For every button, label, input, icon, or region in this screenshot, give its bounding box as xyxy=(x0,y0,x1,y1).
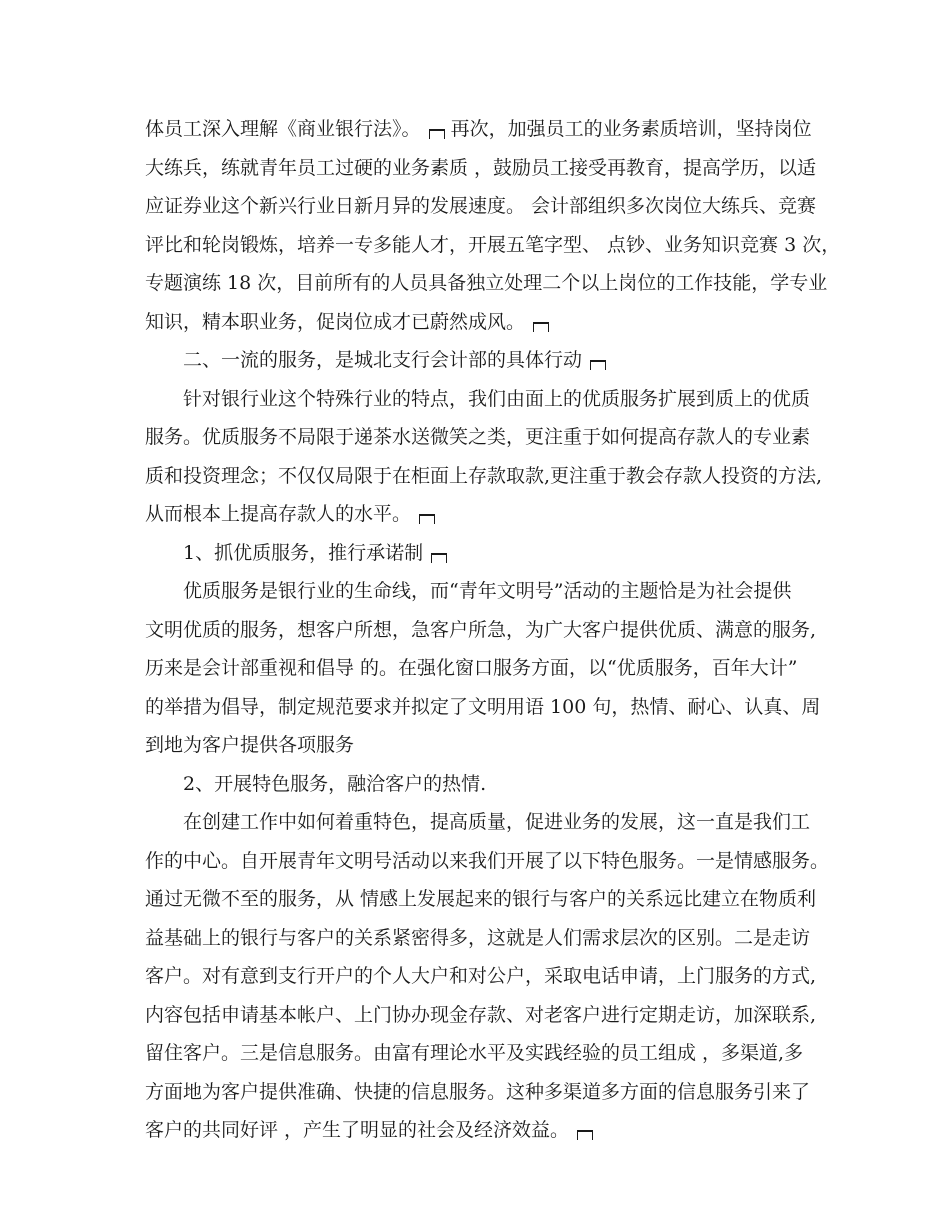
document-body xyxy=(145,110,841,1150)
text-line: 应证券业这个新兴行业日新月异的发展速度。 会计部组织多次岗位大练兵、竞赛 xyxy=(145,195,817,217)
subsection-heading: 2、开展特色服务，融洽客户的热情. xyxy=(183,772,487,795)
text-line: 体员工深入理解《商业银行法》。 再次，加强员工的业务素质培训，坚持岗位 xyxy=(145,118,812,140)
text-line: 客户。对有意到支行开户的个人大户和对公户，采取电话申请，上门服务的方式, xyxy=(145,965,817,987)
text-line: 内容包括申请基本帐户、上门协办现金存款、对老客户进行定期走访，加深联系, xyxy=(145,1003,817,1026)
text-line: 在创建工作中如何着重特色，提高质量，促进业务的发展，这一直是我们工 xyxy=(183,811,811,833)
text-line: 优质服务是银行业的生命线，而“青年文明号”活动的主题恰是为社会提供 xyxy=(183,580,792,602)
text-line: 针对银行业这个特殊行业的特点，我们由面上的优质服务扩展到质上的优质 xyxy=(183,387,811,410)
text-line: 专题演练 18 次，目前所有的人员具备独立处理二个以上岗位的工作技能，学专业 xyxy=(145,272,828,294)
text-line: 留住客户。三是信息服务。由富有理论水平及实践经验的员工组成 ，多渠道,多 xyxy=(145,1042,804,1064)
text-line: 质和投资理念；不仅仅局限于在柜面上存款取款,更注重于教会存款人投资的方法, xyxy=(145,464,823,487)
text-line: 评比和轮岗锻炼，培养一专多能人才，开展五笔字型、 点钞、业务知识竞赛 3 次， xyxy=(145,233,841,256)
text-line: 历来是会计部重视和倡导 的。在强化窗口服务方面，以“优质服务，百年大计” xyxy=(145,657,798,679)
subsection-heading: 1、抓优质服务，推行承诺制 xyxy=(145,534,825,573)
paragraph-mark-icon xyxy=(590,360,606,370)
text-line: 从而根本上提高存款人的水平。 xyxy=(145,495,825,534)
paragraph-mark-icon xyxy=(431,553,447,563)
section-heading: 二、一流的服务，是城北支行会计部的具体行动 xyxy=(145,341,825,380)
paragraph-mark-icon xyxy=(533,322,549,332)
text-line: 知识，精本职业务，促岗位成才已蔚然成风。 xyxy=(145,303,825,342)
text-line: 文明优质的服务，想客户所想，急客户所急，为广大客户提供优质、满意的服务, xyxy=(145,618,817,641)
text-line: 益基础上的银行与客户的关系紧密得多，这就是人们需求层次的区别。二是走访 xyxy=(145,926,811,949)
text-line: 服务。优质服务不局限于递茶水送微笑之类，更注重于如何提高存款人的专业素 xyxy=(145,426,811,448)
paragraph-mark-icon xyxy=(577,1130,593,1140)
text-line: 客户的共同好评 ，产生了明显的社会及经济效益。 xyxy=(145,1111,825,1150)
text-line: 到地为客户提供各项服务 xyxy=(145,734,355,756)
text-line: 通过无微不至的服务，从 情感上发展起来的银行与客户的关系远比建立在物质利 xyxy=(145,888,817,910)
text-line: 大练兵，练就青年员工过硬的业务素质 ，鼓励员工接受再教育，提高学历，以适 xyxy=(145,156,817,179)
text-line: 作的中心。自开展青年文明号活动以来我们开展了以下特色服务。一是情感服务。 xyxy=(145,849,830,872)
paragraph-mark-icon xyxy=(419,514,435,524)
paragraph-mark-icon xyxy=(429,129,445,139)
text-line: 的举措为倡导，制定规范要求并拟定了文明用语 100 句，热情、耐心、认真、周 xyxy=(145,695,821,718)
text-line: 方面地为客户提供准确、快捷的信息服务。这种多渠道多方面的信息服务引来了 xyxy=(145,1080,811,1103)
